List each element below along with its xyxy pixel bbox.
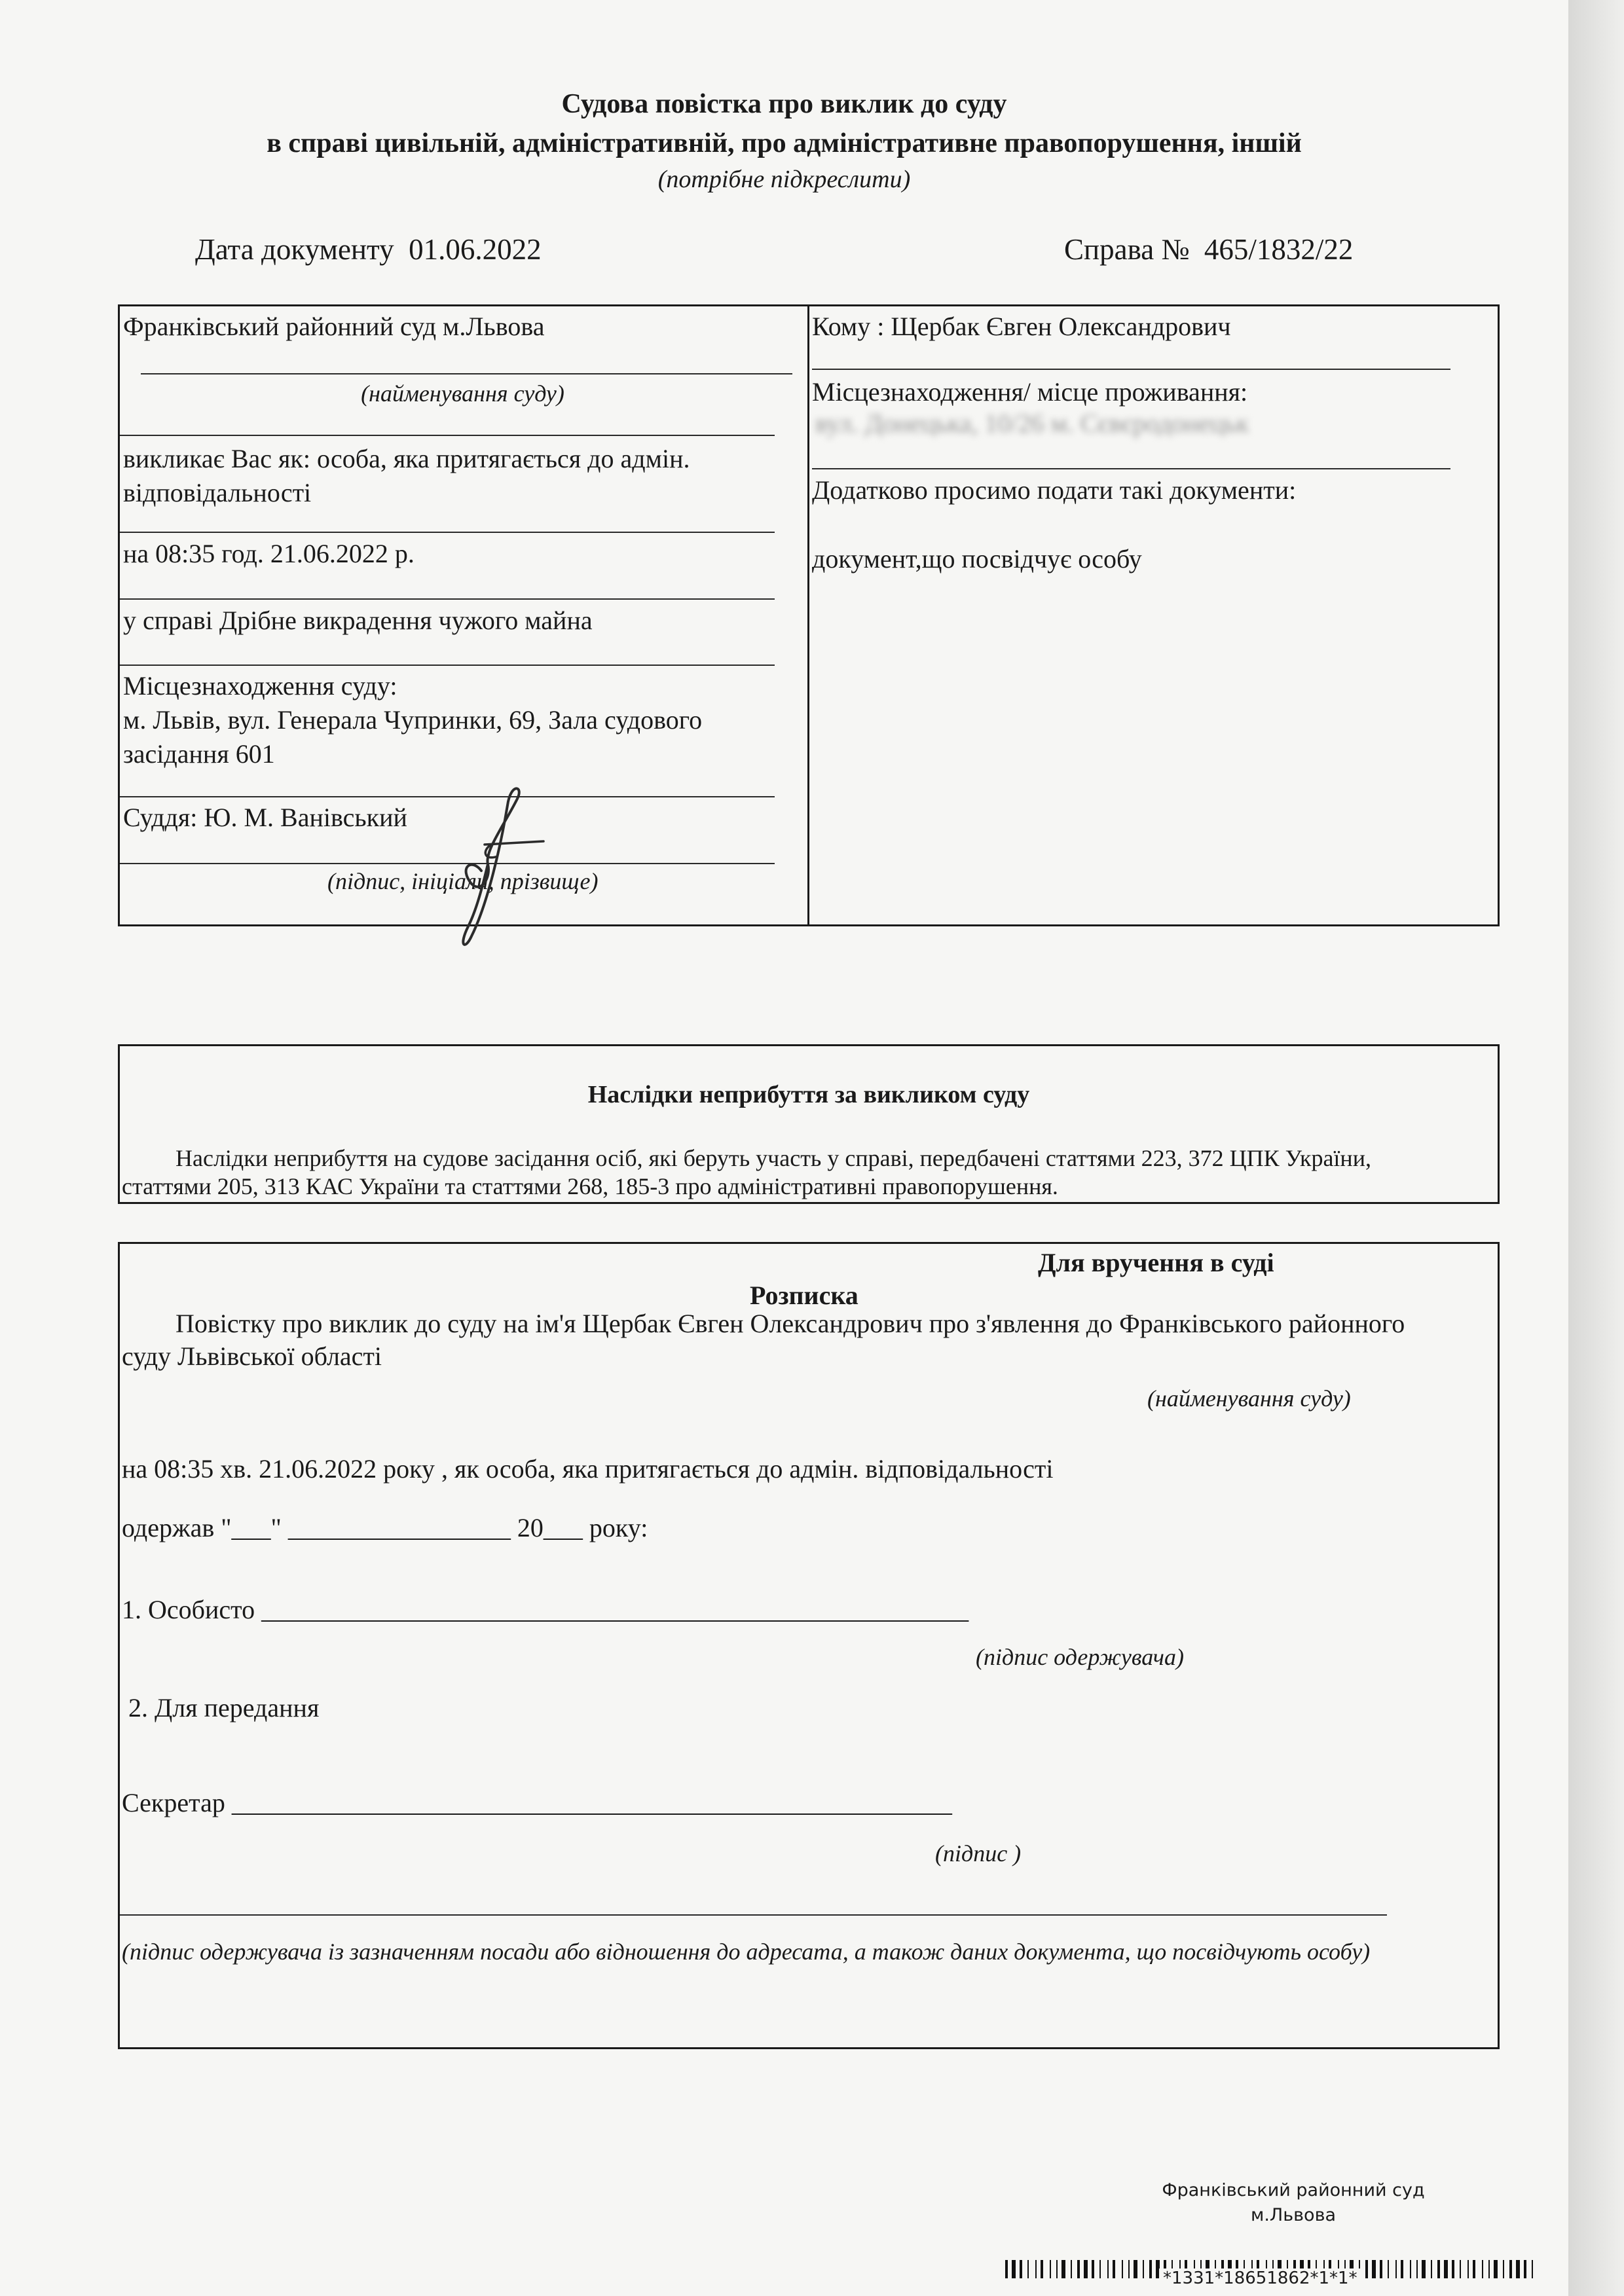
barcode-bar <box>1488 2260 1490 2278</box>
rule <box>141 373 792 374</box>
barcode-bar <box>1020 2260 1022 2278</box>
rule <box>120 532 775 533</box>
barcode-bar <box>1437 2260 1440 2278</box>
personal-signature-line: 1. Особисто ______________________________________________________ <box>122 1595 969 1624</box>
barcode-text: *1331*18651862*1*1* <box>1159 2269 1361 2288</box>
barcode-bar <box>1041 2260 1043 2278</box>
consequences-title: Наслідки неприбуття за викликом суду <box>587 1081 1030 1108</box>
rule <box>120 1914 1387 1916</box>
stamp-court-line1: Франківський районний суд <box>1162 2180 1425 2200</box>
court-location-line1: м. Львів, вул. Генерала Чупринки, 69, Зала судового <box>123 705 703 735</box>
residence-value: вул. Донецька, 10/26 м. Сєвєродонецьк <box>815 409 1249 438</box>
barcode-bar <box>1494 2260 1498 2278</box>
barcode-bar <box>1084 2260 1088 2278</box>
barcode-bar <box>1027 2260 1029 2278</box>
barcode-bar <box>1524 2260 1526 2278</box>
barcode-bar <box>1380 2260 1382 2278</box>
barcode-bar <box>1122 2260 1123 2278</box>
judge-name: Суддя: Ю. М. Ванівський <box>123 803 407 832</box>
scan-edge <box>1568 0 1624 2296</box>
rule <box>120 435 775 436</box>
consequences-text-line2: статтями 205, 313 КАС України та статтями 268, 185-3 про адміністративні правопорушення. <box>122 1173 1058 1199</box>
document-title: Судова повістка про виклик до суду <box>561 89 1007 119</box>
barcode-bar <box>1128 2260 1130 2278</box>
date-label: Дата документу <box>195 233 394 266</box>
document-subtitle: (потрібне підкреслити) <box>657 166 911 193</box>
barcode-bar <box>1422 2260 1426 2278</box>
court-location-line2: засідання 601 <box>123 739 275 769</box>
stamp-court-line2: м.Львова <box>1250 2205 1337 2225</box>
signature-caption: (підпис, ініціали, прізвище) <box>327 868 599 894</box>
rule <box>812 369 1450 370</box>
case-value: 465/1832/22 <box>1204 233 1354 266</box>
barcode-bar <box>1467 2260 1469 2278</box>
document-title-line2: в справі цивільній, адміністративній, про адміністративне правопорушення, іншій <box>267 128 1302 158</box>
barcode-bar <box>1077 2260 1080 2278</box>
barcode-bar <box>1061 2260 1065 2278</box>
summons-divider <box>807 304 809 926</box>
recipient-name: Кому : Щербак Євген Олександрович <box>812 312 1231 341</box>
barcode-bar <box>1395 2260 1397 2278</box>
receipt-line1: Повістку про виклик до суду на ім'я Щербак Євген Олександрович про з'явлення до Франківського районного <box>175 1309 1405 1338</box>
recipient-signature-caption: (підпис одержувача) <box>976 1644 1184 1670</box>
barcode-bar <box>1452 2260 1454 2278</box>
barcode-bar <box>1365 2260 1368 2278</box>
court-caption: (найменування суду) <box>361 380 564 407</box>
barcode-bar <box>1410 2260 1411 2278</box>
barcode-bar <box>1050 2260 1051 2278</box>
summons-as: викликає Вас як: особа, яка притягається до адмін. <box>123 444 690 473</box>
barcode-bar <box>1473 2260 1475 2278</box>
for-court-label: Для вручення в суді <box>1038 1248 1274 1277</box>
barcode-bar <box>1092 2260 1094 2278</box>
barcode-bar <box>1532 2260 1533 2278</box>
barcode-bar <box>1388 2260 1389 2278</box>
receipt-court-caption: (найменування суду) <box>1147 1385 1351 1412</box>
judge-signature <box>419 779 570 956</box>
consequences-text-line1: Наслідки неприбуття на судове засідання осіб, які беруть участь у справі, передбачені статтями 223, 372 ЦПК України, <box>175 1145 1371 1171</box>
receipt-footer-caption: (підпис одержувача із зазначенням посади або відношення до адресата, а також даних документа, що посвідчують особу) <box>122 1939 1371 1965</box>
case-label: Справа № <box>1064 233 1190 266</box>
secretary-signature-line: Секретар _______________________________________________________ <box>122 1788 952 1817</box>
receipt-title: Розписка <box>750 1281 858 1310</box>
residence-label: Місцезнаходження/ місце проживання: <box>812 377 1248 407</box>
barcode-bar <box>1143 2260 1144 2278</box>
barcode-bar <box>1134 2260 1137 2278</box>
summons-as-cont: відповідальності <box>123 478 312 507</box>
received-line: одержав "___" _________________ 20___ року: <box>122 1513 648 1542</box>
receipt-time: на 08:35 хв. 21.06.2022 року , як особа, яка притягається до адмін. відповідальності <box>122 1454 1054 1484</box>
barcode-bar <box>1482 2260 1483 2278</box>
documents-label: Додатково просимо подати такі документи: <box>812 475 1297 505</box>
rule <box>812 468 1450 469</box>
barcode-bar <box>1460 2260 1461 2278</box>
documents-value: документ,що посвідчує особу <box>812 544 1142 574</box>
court-name: Франківський районний суд м.Львова <box>123 312 545 341</box>
barcode-bar <box>1071 2260 1072 2278</box>
document-date <box>195 232 542 266</box>
barcode-bar <box>1444 2260 1448 2278</box>
barcode-bar <box>1372 2260 1376 2278</box>
case-subject: у справі Дрібне викрадення чужого майна <box>123 606 593 635</box>
secretary-signature-caption: (підпис ) <box>935 1840 1022 1867</box>
barcode-bar <box>1005 2260 1008 2278</box>
barcode-bar <box>1503 2260 1504 2278</box>
barcode-bar <box>1416 2260 1418 2278</box>
barcode-bar <box>1149 2260 1152 2278</box>
barcode-bar <box>1099 2260 1101 2278</box>
date-value: 01.06.2022 <box>409 233 542 266</box>
barcode-bar <box>1035 2260 1037 2278</box>
court-location-label: Місцезнаходження суду: <box>123 671 397 701</box>
barcode-bar <box>1431 2260 1432 2278</box>
barcode-bar <box>1107 2260 1109 2278</box>
hearing-time: на 08:35 год. 21.06.2022 р. <box>123 539 415 568</box>
transfer-label: 2. Для передання <box>128 1693 320 1722</box>
barcode-bar <box>1113 2260 1115 2278</box>
receipt-line2: суду Львівської області <box>122 1341 382 1371</box>
rule <box>120 665 775 666</box>
barcode-bar <box>1509 2260 1512 2278</box>
barcode-bar <box>1056 2260 1058 2278</box>
rule <box>120 598 775 600</box>
case-number <box>1064 232 1353 266</box>
barcode-bar <box>1401 2260 1403 2278</box>
barcode-bar <box>1012 2260 1016 2278</box>
barcode-bar <box>1516 2260 1520 2278</box>
